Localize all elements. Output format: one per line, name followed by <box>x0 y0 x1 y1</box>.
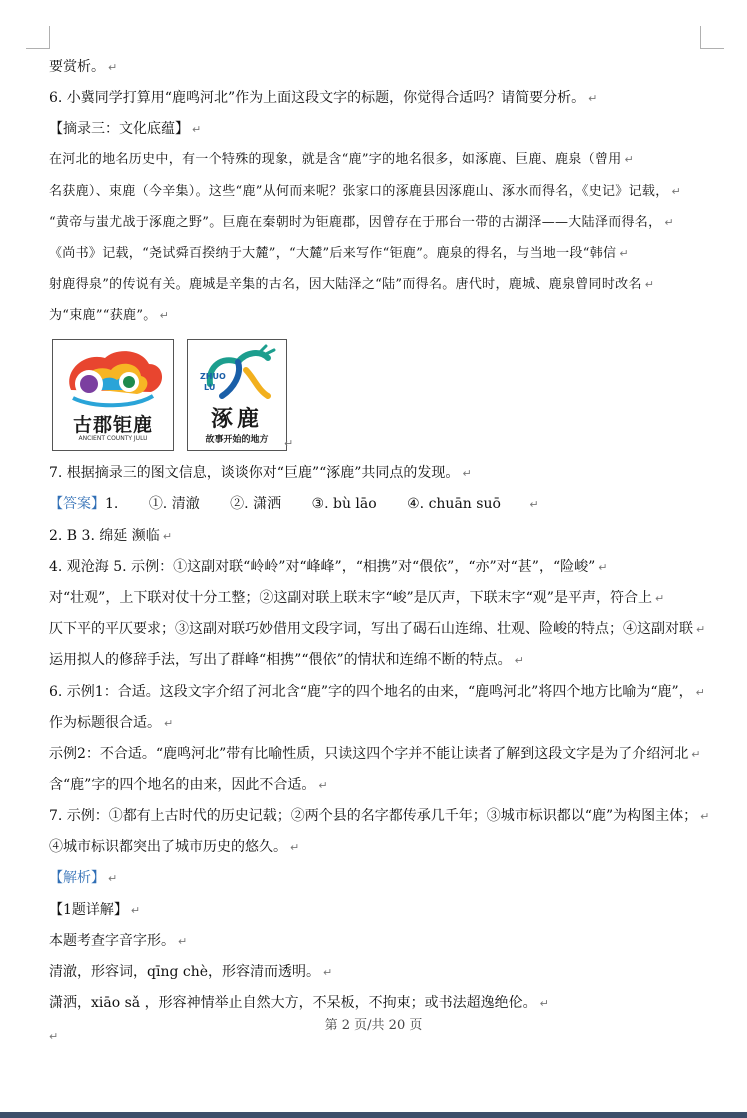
text-line <box>49 775 328 796</box>
return-mark-icon: ↵ <box>323 966 333 979</box>
return-mark-icon: ↵ <box>696 623 706 636</box>
zhuolu-pinyin-1: ZHUO <box>200 372 226 381</box>
return-mark-icon: ↵ <box>49 1030 59 1043</box>
text-line-content: 7. 示例：①都有上古时代的历史记载；②两个县的名字都传承几千年；③城市标识都以“鹿”为构图主体； <box>49 808 698 824</box>
return-mark-icon: ↵ <box>619 247 629 260</box>
text-line-content: 潇洒，xiāo sǎ ，形容神情举止自然大方，不呆板，不拘束；或书法超逸绝伦。 <box>49 995 537 1011</box>
return-mark-icon: ↵ <box>284 437 294 450</box>
return-mark-icon: ↵ <box>664 216 674 229</box>
text-line <box>49 150 634 170</box>
return-mark-icon: ↵ <box>318 779 328 792</box>
crop-mark-right-v <box>700 26 701 49</box>
return-mark-icon: ↵ <box>529 498 539 511</box>
text-line <box>49 463 472 484</box>
text-line-content: 2. B 3. 绵延 濒临 <box>49 528 160 544</box>
return-mark-icon: ↵ <box>691 748 701 761</box>
text-line <box>49 837 299 858</box>
zhuolu-logo-title: 涿鹿 <box>210 407 263 432</box>
text-line <box>49 962 332 983</box>
return-mark-icon: ↵ <box>159 309 170 322</box>
text-line-content: 清澈，形容词，qīng chè，形容清而透明。 <box>49 964 321 980</box>
text-line <box>49 213 674 233</box>
answer-item-2: ②. 潇洒 <box>230 496 282 512</box>
text-line-content: 示例2：不合适。“鹿鸣河北”带有比喻性质，只读这四个字并不能让读者了解到这段文字是为了介绍河北 <box>49 746 689 762</box>
return-mark-icon: ↵ <box>164 717 174 730</box>
text-line-content: 含“鹿”字的四个地名的由来，因此不合适。 <box>49 777 316 793</box>
text-line-content: 7. 根据摘录三的图文信息，谈谈你对“巨鹿”“涿鹿”共同点的发现。 <box>49 465 460 481</box>
text-line <box>49 806 709 827</box>
return-mark-icon: ↵ <box>695 686 705 699</box>
text-line-content: 【摘录三：文化底蕴】 <box>49 121 189 137</box>
text-line-content: “黄帝与蚩尤战于涿鹿之野”。巨鹿在秦朝时为钜鹿郡，因曾存在于邢台一带的古湖泽——大陆泽而得名， <box>49 215 662 230</box>
zhuolu-pinyin-2: LU <box>204 383 216 392</box>
text-line <box>49 900 140 921</box>
crop-mark-left-v <box>49 26 50 49</box>
text-line <box>49 931 187 952</box>
text-line <box>49 588 664 609</box>
return-mark-icon: ↵ <box>539 997 549 1010</box>
return-mark-icon: ↵ <box>644 278 655 291</box>
return-mark-icon: ↵ <box>514 654 524 667</box>
analysis-line <box>49 868 117 889</box>
text-line <box>49 57 117 78</box>
julu-logo-title: 古郡钜鹿 <box>72 414 153 436</box>
return-mark-icon: ↵ <box>162 530 173 543</box>
text-line-content: 运用拟人的修辞手法，写出了群峰“相携”“偎依”的情状和连绵不断的特点。 <box>49 652 512 668</box>
text-line <box>49 182 681 202</box>
text-line <box>49 88 597 109</box>
return-mark-icon: ↵ <box>178 935 188 948</box>
return-mark-icon: ↵ <box>671 185 682 198</box>
answer-line <box>49 494 539 515</box>
text-line-content: 要赏析。 <box>49 59 105 75</box>
text-line-content: 射鹿得泉”的传说有关。鹿城是辛集的古名，因大陆泽之“陆”而得名。唐代时，鹿城、鹿泉曾同时改名 <box>49 277 642 292</box>
text-line <box>49 306 169 326</box>
text-line-content: 为“束鹿”“获鹿”。 <box>49 308 157 323</box>
answer-label: 【答案】 <box>49 496 105 512</box>
text-line-content: ④城市标识都突出了城市历史的悠久。 <box>49 839 287 855</box>
answer-item-3: ③. bù lāo <box>311 496 377 512</box>
text-line <box>49 619 705 640</box>
text-line <box>49 275 654 295</box>
return-mark-icon: ↵ <box>700 810 710 823</box>
text-line-content: 在河北的地名历史中，有一个特殊的现象，就是含“鹿”字的地名很多，如涿鹿、巨鹿、鹿泉（曾用 <box>49 152 622 167</box>
text-line <box>49 993 549 1014</box>
return-mark-icon: ↵ <box>588 92 598 105</box>
answer-item-4: ④. chuān suō <box>407 496 501 512</box>
logo-julu <box>52 339 174 451</box>
julu-logo-subtitle: ANCIENT COUNTY JULU <box>78 435 148 442</box>
return-mark-icon: ↵ <box>108 872 118 885</box>
text-line-content: 仄下平的平仄要求；③这副对联巧妙借用文段字词，写出了碣石山连绵、壮观、险峻的特点；④这副对联 <box>49 621 693 637</box>
text-line <box>49 526 172 547</box>
text-line-content: 6. 示例1：合适。这段文字介绍了河北含“鹿”字的四个地名的由来，“鹿鸣河北”将四个地方比喻为“鹿”， <box>49 684 693 700</box>
return-mark-icon: ↵ <box>654 592 665 605</box>
return-mark-icon: ↵ <box>624 153 635 166</box>
text-line-content: 【1题详解】 <box>49 902 128 918</box>
text-line-content: 名获鹿）、束鹿（今辛集）。这些“鹿”从何而来呢？张家口的涿鹿县因涿鹿山、涿水而得名，《史记》记载， <box>49 184 669 199</box>
crop-mark-right-h <box>700 48 724 49</box>
return-mark-icon: ↵ <box>108 61 118 74</box>
text-line <box>49 682 705 703</box>
text-line-content: 对“壮观”，上下联对仗十分工整；②这副对联上联末字“峻”是仄声，下联末字“观”是平声，符合上 <box>49 590 652 606</box>
text-line <box>49 650 524 671</box>
text-line <box>49 119 201 140</box>
return-mark-icon: ↵ <box>130 904 141 917</box>
text-line-content: 6. 小冀同学打算用“鹿鸣河北”作为上面这段文字的标题，你觉得合适吗？请简要分析。 <box>49 90 586 106</box>
window-bottom-bar <box>0 1112 747 1118</box>
answer-q1: 1. <box>105 496 119 512</box>
return-mark-icon: ↵ <box>462 467 472 480</box>
logo-zhuolu <box>187 339 287 451</box>
text-line <box>49 744 700 765</box>
analysis-label: 【解析】 <box>49 870 105 886</box>
text-line <box>49 244 629 264</box>
answer-item-1: ①. 清澈 <box>148 496 200 512</box>
crop-mark-left-h <box>26 48 50 49</box>
text-line-content: 本题考查字音字形。 <box>49 933 175 949</box>
zhuolu-logo-subtitle: 故事开始的地方 <box>205 435 269 445</box>
text-line <box>49 713 173 734</box>
return-mark-icon: ↵ <box>192 123 202 136</box>
return-mark-icon: ↵ <box>290 841 300 854</box>
return-mark-icon: ↵ <box>598 561 608 574</box>
text-line-content: 4. 观沧海 5. 示例：①这副对联“岭岭”对“峰峰”，“相携”对“偎依”，“亦”对“甚”，“险峻” <box>49 559 596 575</box>
julu-emblem-icon <box>53 342 173 414</box>
page-number: 第 2 页/共 20 页 <box>324 1018 423 1033</box>
text-line-content: 《尚书》记载，“尧试舜百揆纳于大麓”，“大麓”后来写作“钜鹿”。鹿泉的得名，与当地一段“韩信 <box>49 246 617 261</box>
text-line <box>49 557 607 578</box>
text-line-content: 作为标题很合适。 <box>49 715 161 731</box>
